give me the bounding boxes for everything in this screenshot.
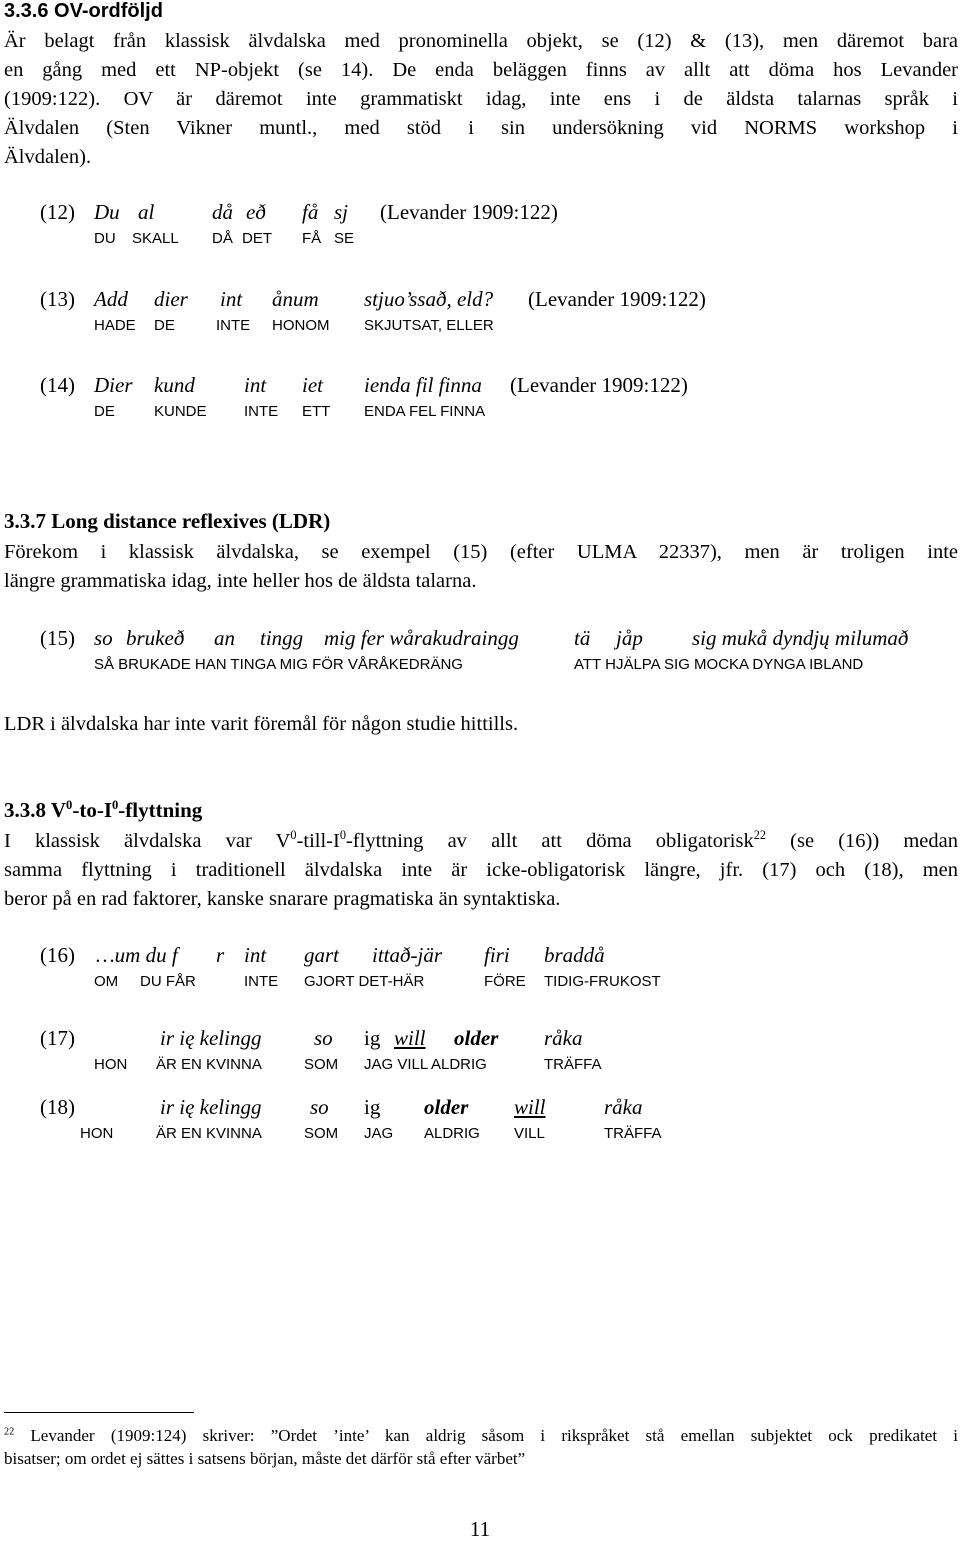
gloss-word: FÖRE bbox=[484, 973, 526, 990]
example-number: (17) bbox=[40, 1026, 75, 1050]
gloss-word: TRÄFFA bbox=[604, 1125, 662, 1142]
dialect-word: al bbox=[138, 200, 155, 224]
heading-part: 3.3.8 V bbox=[4, 798, 67, 822]
dialect-word: r bbox=[216, 943, 225, 967]
dialect-word: ittað-jär bbox=[372, 943, 443, 967]
paragraph-line: beror på en rad faktorer, kanske snarare pragmatiska än syntaktiska. bbox=[4, 888, 561, 910]
paragraph-line: längre grammatiska idag, inte heller hos de äldsta talarna. bbox=[4, 570, 477, 592]
text-run: -flyttning av allt att döma obligatorisk bbox=[345, 830, 754, 852]
paragraph-line: Älvdalen (Sten Vikner muntl., med stöd i sin undersökning vid NORMS workshop i bbox=[4, 117, 958, 139]
heading-part: -flyttning bbox=[118, 798, 203, 822]
gloss-word: INTE bbox=[244, 973, 279, 990]
dialect-word: older bbox=[454, 1026, 499, 1050]
footnote-marker[interactable]: 22 bbox=[753, 828, 766, 843]
paragraph-line: samma flyttning i traditionell älvdalska inte är icke-obligatorisk längre, jfr. (17) och (18), men bbox=[4, 859, 958, 881]
gloss-word: HON bbox=[80, 1125, 114, 1142]
section-heading-v-to-i bbox=[4, 798, 202, 823]
heading-superscript: 0 bbox=[66, 798, 73, 812]
gloss-word: ENDA FEL FINNA bbox=[364, 403, 486, 420]
dialect-word: an bbox=[214, 626, 235, 650]
dialect-word: ig bbox=[364, 1095, 381, 1119]
dialect-word: so bbox=[314, 1026, 333, 1050]
dialect-word: will bbox=[514, 1095, 546, 1119]
text-run: (se (16)) medan bbox=[766, 830, 958, 852]
heading-superscript: 0 bbox=[112, 798, 119, 812]
paragraph-line bbox=[4, 827, 958, 856]
example-reference: (Levander 1909:122) bbox=[528, 287, 706, 311]
gloss-word: DU bbox=[94, 230, 116, 247]
dialect-word: då bbox=[212, 200, 233, 224]
dialect-word: int bbox=[220, 287, 243, 311]
footnote bbox=[4, 1424, 958, 1470]
gloss-word: ÄR EN KVINNA bbox=[156, 1056, 262, 1073]
dialect-word: ir ię kelingg bbox=[160, 1095, 262, 1119]
section-heading-ldr: 3.3.7 Long distance reflexives (LDR) bbox=[4, 509, 331, 533]
dialect-word: sj bbox=[334, 200, 349, 224]
gloss-word: DET bbox=[242, 230, 272, 247]
dialect-word: int bbox=[244, 373, 267, 397]
dialect-word: råka bbox=[544, 1026, 583, 1050]
paragraph-line: (1909:122). OV är däremot inte grammatiskt idag, inte ens i de äldsta talarnas språk i bbox=[4, 88, 958, 110]
example-number: (18) bbox=[40, 1095, 75, 1119]
example-number: (14) bbox=[40, 373, 75, 397]
gloss-word: OM bbox=[94, 973, 119, 990]
paragraph-line: Förekom i klassisk älvdalska, se exempel (15) (efter ULMA 22337), men är troligen inte bbox=[4, 541, 958, 563]
gloss-word: TIDIG-FRUKOST bbox=[544, 973, 661, 990]
dialect-word: råka bbox=[604, 1095, 643, 1119]
dialect-word: gart bbox=[304, 943, 340, 967]
gloss-word: DU FÅR bbox=[140, 973, 196, 990]
gloss-word: HON bbox=[94, 1056, 128, 1073]
dialect-word: Add bbox=[94, 287, 128, 311]
dialect-word: ånum bbox=[272, 287, 319, 311]
superscript: 0 bbox=[339, 828, 346, 843]
gloss-word: JAG VILL ALDRIG bbox=[364, 1056, 487, 1073]
page-number: 11 bbox=[469, 1517, 491, 1541]
gloss-word: SE bbox=[334, 230, 355, 247]
dialect-word: ig bbox=[364, 1026, 381, 1050]
dialect-word: iet bbox=[302, 373, 323, 397]
footnote-text: Levander (1909:124) skriver: ”Ordet ’inte’ kan aldrig såsom i rikspråket stå emellan subjektet ock predikatet i bbox=[14, 1426, 958, 1445]
paragraph-line: Är belagt från klassisk älvdalska med pronominella objekt, se (12) & (13), men däremot bara bbox=[4, 30, 958, 52]
dialect-word: older bbox=[424, 1095, 469, 1119]
dialect-word: will bbox=[394, 1026, 426, 1050]
gloss-word: DÅ bbox=[212, 230, 233, 247]
dialect-word: firi bbox=[484, 943, 510, 967]
dialect-word: Du bbox=[94, 200, 120, 224]
text-run: I klassisk älvdalska var V bbox=[4, 830, 291, 852]
gloss-phrase: ATT HJÄLPA SIG MOCKA DYNGA IBLAND bbox=[574, 656, 864, 673]
gloss-word: KUNDE bbox=[154, 403, 207, 420]
dialect-word: mig fer wårakudraingg bbox=[324, 626, 519, 650]
gloss-word: ALDRIG bbox=[424, 1125, 480, 1142]
example-reference: (Levander 1909:122) bbox=[510, 373, 688, 397]
gloss-word: JAG bbox=[364, 1125, 394, 1142]
gloss-word: GJORT DET-HÄR bbox=[304, 973, 425, 990]
dialect-word: so bbox=[94, 626, 113, 650]
dialect-word: Dier bbox=[94, 373, 133, 397]
footnote-divider bbox=[4, 1412, 194, 1413]
gloss-word: SKALL bbox=[132, 230, 179, 247]
gloss-word: ÄR EN KVINNA bbox=[156, 1125, 262, 1142]
gloss-word: INTE bbox=[216, 317, 251, 334]
gloss-word: SKJUTSAT, ELLER bbox=[364, 317, 494, 334]
example-number: (15) bbox=[40, 626, 75, 650]
footnote-number: 22 bbox=[4, 1426, 15, 1438]
v-to-i-paragraph bbox=[4, 827, 958, 914]
text-run: -till-I bbox=[296, 830, 340, 852]
heading-part: -to-I bbox=[72, 798, 112, 822]
gloss-phrase: SÅ BRUKADE HAN TINGA MIG FÖR VÅRÅKEDRÄNG bbox=[94, 656, 463, 673]
dialect-word: ienda fil finna bbox=[364, 373, 482, 397]
example-number: (12) bbox=[40, 200, 75, 224]
dialect-word: tingg bbox=[260, 626, 304, 650]
gloss-word: INTE bbox=[244, 403, 279, 420]
gloss-word: HADE bbox=[94, 317, 136, 334]
paragraph-line: en gång med ett NP-objekt (se 14). De enda beläggen finns av allt att döma hos Levander bbox=[4, 59, 958, 81]
gloss-word: SOM bbox=[304, 1056, 339, 1073]
footnote-line bbox=[4, 1424, 958, 1447]
dialect-word: dier bbox=[154, 287, 188, 311]
section-heading-ov: 3.3.6 OV-ordföljd bbox=[4, 0, 163, 22]
gloss-word: DE bbox=[94, 403, 115, 420]
paragraph-line: Älvdalen). bbox=[4, 146, 92, 168]
superscript: 0 bbox=[290, 828, 297, 843]
dialect-word: sig mukå dyndjų milumað bbox=[692, 626, 909, 650]
dialect-word: tä bbox=[574, 626, 591, 650]
dialect-word: eð bbox=[246, 200, 266, 224]
dialect-word: stjuo’ssað, eld? bbox=[364, 287, 494, 311]
ov-paragraph bbox=[4, 27, 958, 172]
dialect-word: ir ię kelingg bbox=[160, 1026, 262, 1050]
dialect-word: so bbox=[310, 1095, 329, 1119]
dialect-word: kund bbox=[154, 373, 195, 397]
gloss-word: ETT bbox=[302, 403, 331, 420]
dialect-word: brukeð bbox=[126, 626, 185, 650]
example-reference: (Levander 1909:122) bbox=[380, 200, 558, 224]
gloss-word: SOM bbox=[304, 1125, 339, 1142]
paragraph-line: LDR i älvdalska har inte varit föremål för någon studie hittills. bbox=[4, 713, 519, 735]
example-number: (16) bbox=[40, 943, 75, 967]
footnote-line: bisatser; om ordet ej sättes i satsens början, måste det därför stå efter värbet” bbox=[4, 1449, 526, 1468]
gloss-word: DE bbox=[154, 317, 175, 334]
dialect-word: få bbox=[302, 200, 319, 224]
dialect-word: int bbox=[244, 943, 267, 967]
gloss-word: VILL bbox=[514, 1125, 545, 1142]
gloss-word: FÅ bbox=[302, 230, 322, 247]
dialect-word: braddå bbox=[544, 943, 605, 967]
ldr-statement bbox=[4, 710, 958, 739]
ldr-paragraph bbox=[4, 538, 958, 596]
gloss-word: TRÄFFA bbox=[544, 1056, 602, 1073]
example-number: (13) bbox=[40, 287, 75, 311]
gloss-word: HONOM bbox=[272, 317, 330, 334]
dialect-word: jåp bbox=[616, 626, 643, 650]
dialect-word: …um du f bbox=[96, 943, 178, 967]
